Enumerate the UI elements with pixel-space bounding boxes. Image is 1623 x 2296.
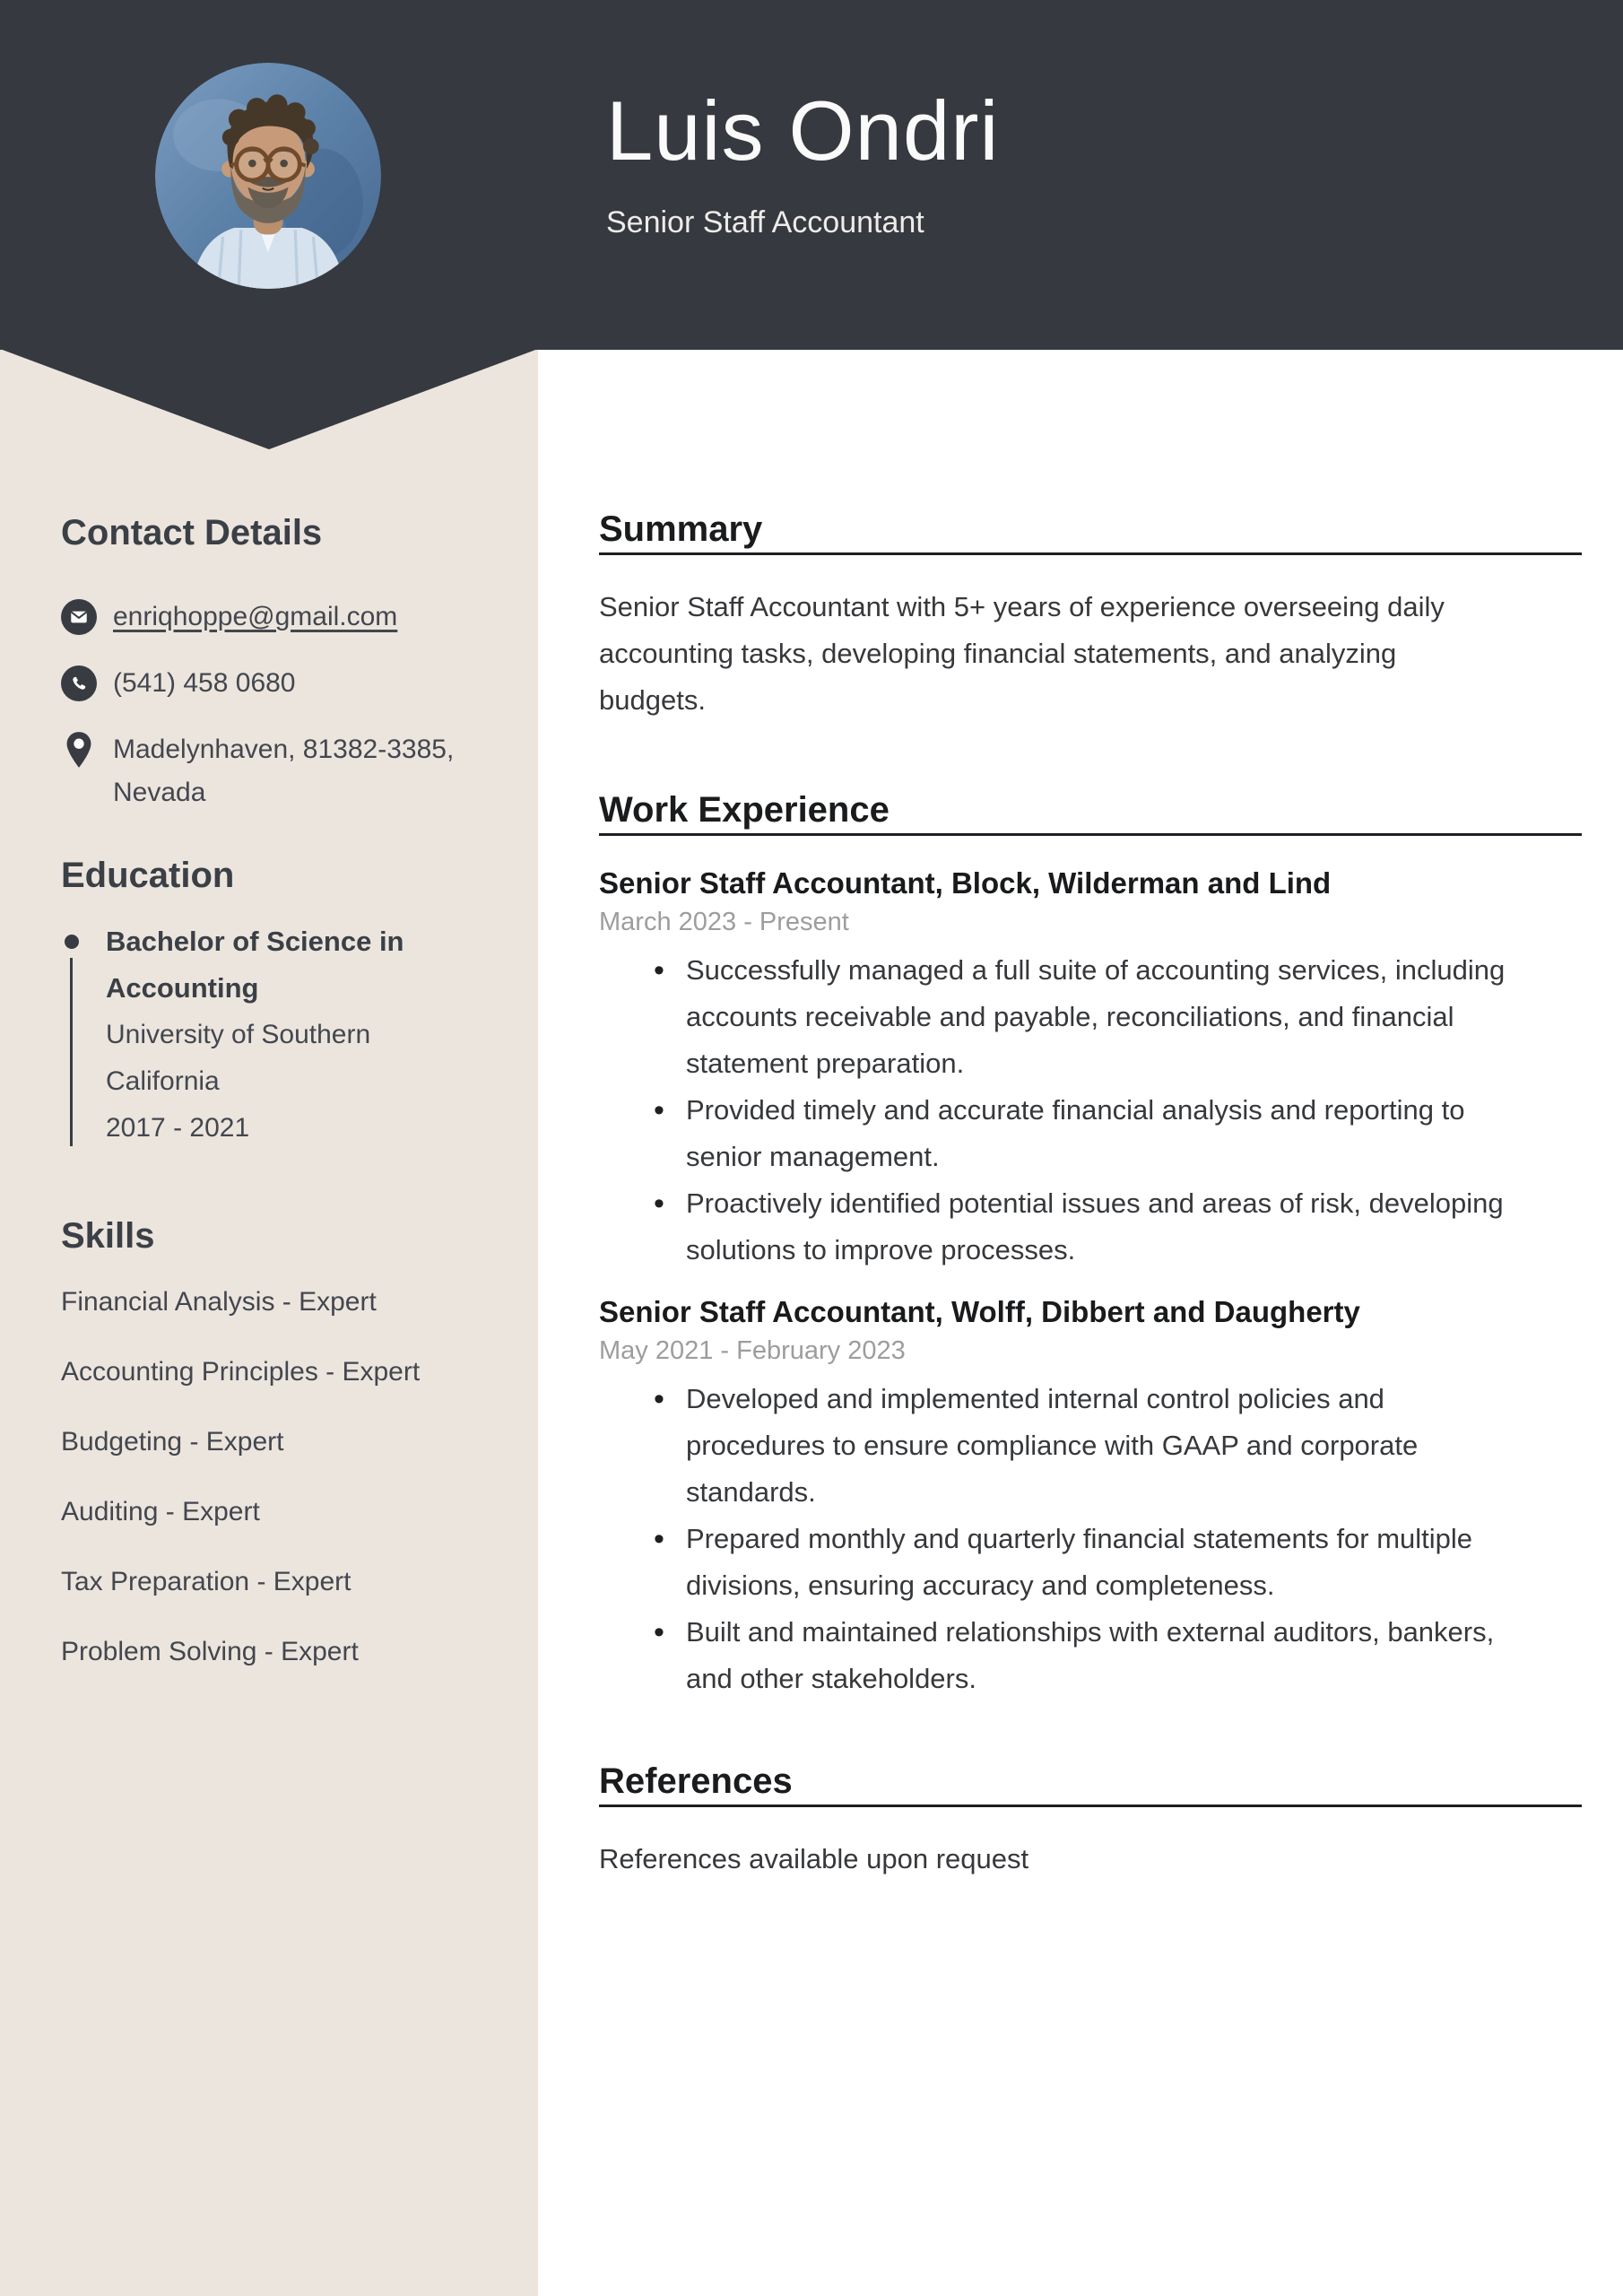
skills-section (61, 1214, 502, 1666)
bullet-item: • Built and maintained relationships with external auditors, bankers, and other stakeholders. (686, 1609, 1518, 1702)
education-school: University of Southern California (106, 1020, 371, 1096)
phone-icon (61, 665, 97, 701)
job-dates: May 2021 - February 2023 (599, 1336, 906, 1365)
job-title: Senior Staff Accountant, Block, Wilderman and Lind (599, 866, 1332, 900)
job-entry (599, 865, 1582, 1274)
skill-item: Accounting Principles - Expert (61, 1357, 421, 1387)
timeline-dot (65, 935, 79, 949)
contact-item-address (61, 728, 502, 814)
email-icon (61, 599, 97, 635)
location-icon (61, 730, 97, 770)
summary-text: Senior Staff Accountant with 5+ years of experience overseeing daily accounting tasks, developing financial statements, and analyzing budgets. (599, 591, 1445, 716)
job-title: Senior Staff Accountant, Wolff, Dibbert and Daugherty (599, 1295, 1360, 1328)
education-section (61, 854, 502, 1152)
email-link[interactable]: enriqhoppe@gmail.com (113, 602, 398, 631)
bullet-item: • Proactively identified potential issues and areas of risk, developing solutions to improve processes. (686, 1180, 1518, 1274)
experience-divider (599, 833, 1582, 836)
skill-item: Problem Solving - Expert (61, 1637, 359, 1666)
references-divider (599, 1805, 1582, 1807)
job-bullet-list (599, 1376, 1582, 1702)
contact-phone-text: (541) 458 0680 (113, 668, 296, 698)
contact-email-text (113, 596, 397, 639)
education-dates: 2017 - 2021 (106, 1113, 250, 1143)
skill-item: Tax Preparation - Expert (61, 1567, 352, 1596)
experience-section (599, 788, 1582, 1702)
contact-item-email (61, 596, 502, 639)
skills-heading: Skills (61, 1216, 155, 1256)
education-degree: Bachelor of Science in Accounting (106, 926, 404, 1004)
person-role-title: Senior Staff Accountant (606, 205, 924, 239)
contact-item-phone (61, 662, 502, 705)
bullet-item: • Successfully managed a full suite of accounting services, including accounts receivable and payable, reconciliations, and financial statement preparation. (686, 947, 1518, 1087)
summary-heading: Summary (599, 509, 763, 549)
timeline-line (70, 958, 73, 1146)
education-heading: Education (61, 856, 235, 895)
references-text: References available upon request (599, 1843, 1029, 1874)
references-section (599, 1760, 1582, 1883)
contact-heading: Contact Details (61, 513, 323, 552)
sidebar (0, 0, 538, 2296)
bullet-item: • Provided timely and accurate financial analysis and reporting to senior management. (686, 1087, 1518, 1180)
references-heading: References (599, 1761, 793, 1801)
person-name: Luis Ondri (606, 83, 1000, 178)
bullet-item: • Developed and implemented internal control policies and procedures to ensure compliance with GAAP and corporate standards. (686, 1376, 1518, 1516)
skill-item: Financial Analysis - Expert (61, 1287, 377, 1317)
job-bullet-list (599, 947, 1582, 1274)
contact-section (61, 511, 502, 814)
skill-item: Auditing - Expert (61, 1497, 260, 1526)
job-dates: March 2023 - Present (599, 908, 849, 936)
job-entry (599, 1293, 1582, 1702)
skill-item: Budgeting - Expert (61, 1427, 284, 1457)
main-column (538, 0, 1623, 2296)
experience-heading: Work Experience (599, 790, 890, 830)
bullet-item: • Prepared monthly and quarterly financial statements for multiple divisions, ensuring accuracy and completeness. (686, 1516, 1518, 1609)
contact-address-text: Madelynhaven, 81382-3385, Nevada (113, 735, 455, 807)
education-entry (61, 918, 420, 1152)
summary-divider (599, 552, 1582, 555)
summary-section (599, 508, 1582, 724)
